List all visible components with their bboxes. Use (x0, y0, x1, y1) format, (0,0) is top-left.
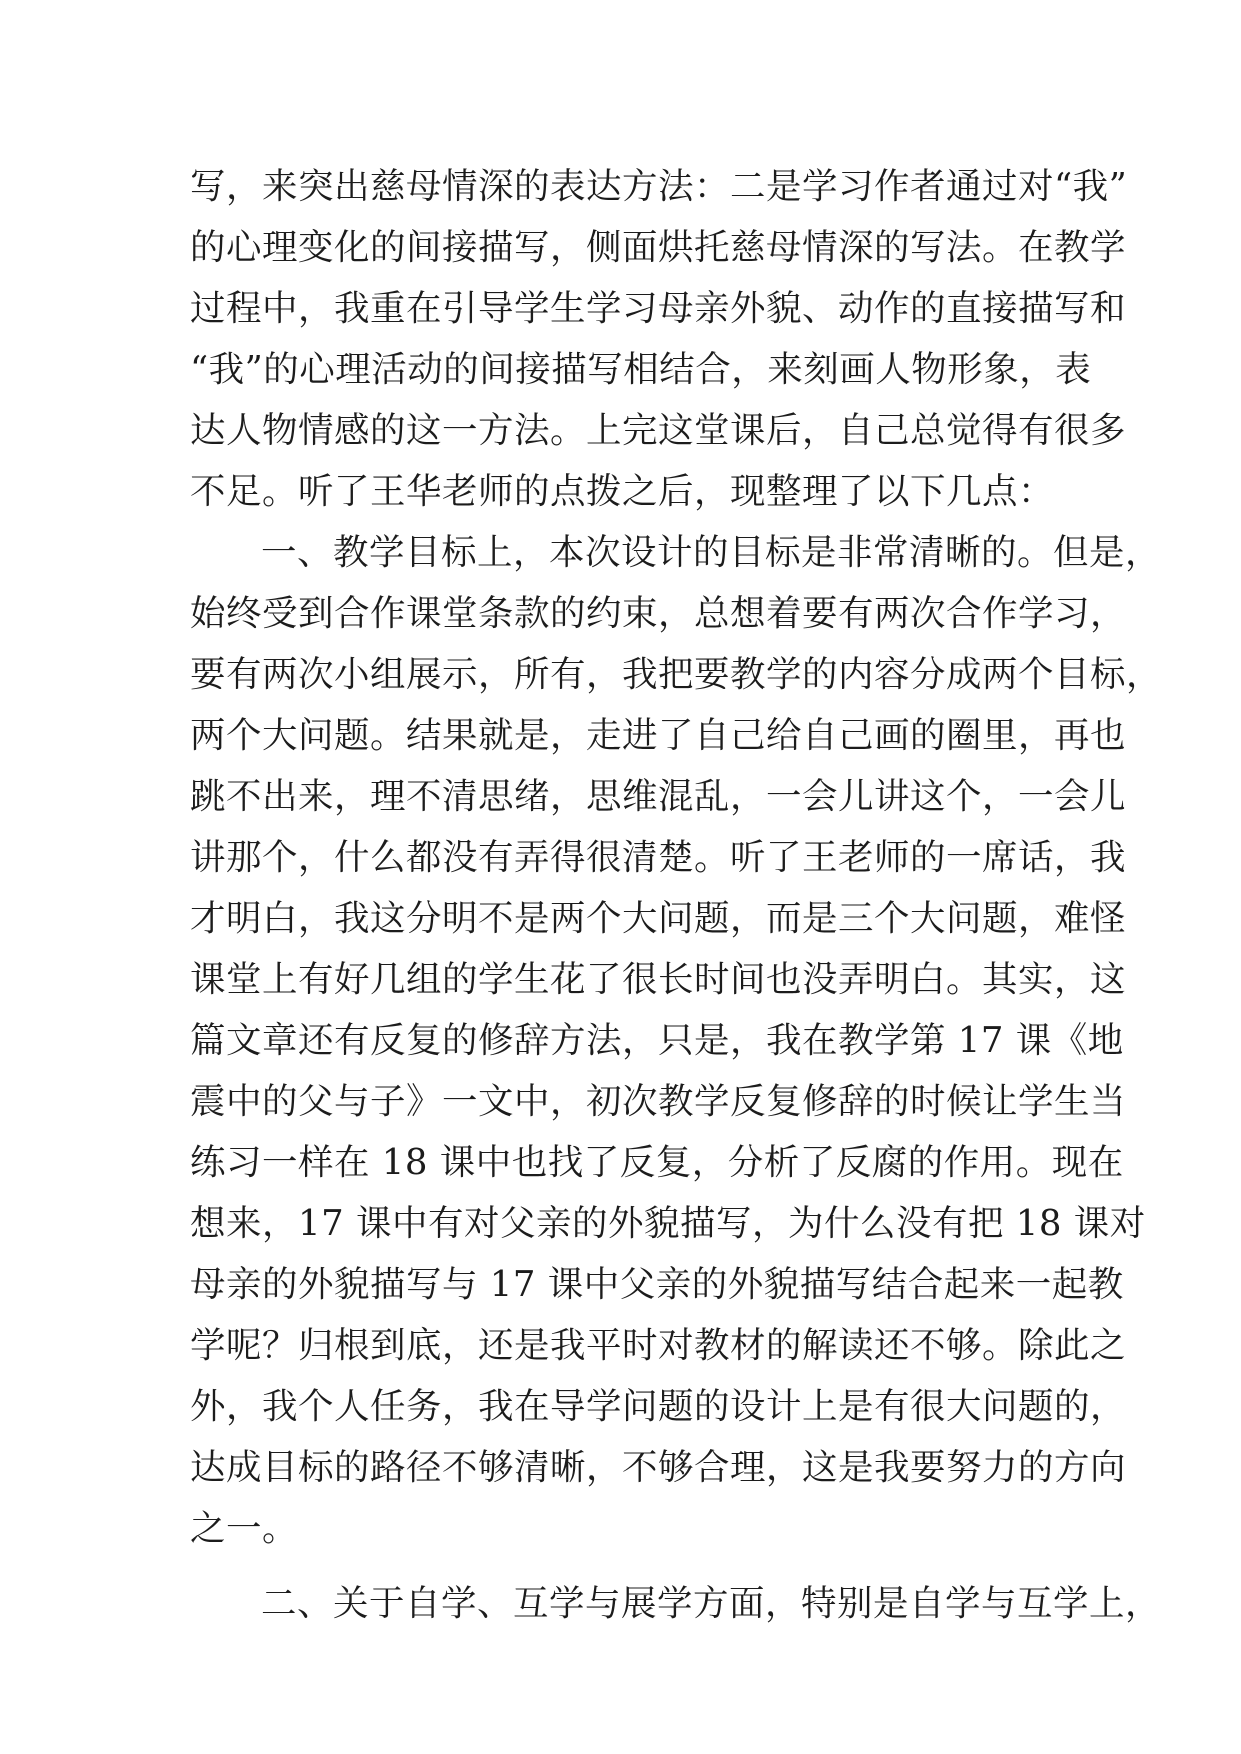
paragraph-spacer (190, 1559, 1052, 1573)
text-line: 跳不出来，理不清思绪，思维混乱，一会儿讲这个，一会儿 (190, 776, 1127, 817)
paragraph (190, 522, 1163, 1559)
text-line: 母亲的外貌描写与 17 课中父亲的外貌描写结合起来一起教 (190, 1264, 1124, 1305)
text-line: 练习一样在 18 课中也找了反复，分析了反腐的作用。现在 (190, 1142, 1124, 1183)
text-line: 写，来突出慈母情深的表达方法：二是学习作者通过对“我” (190, 166, 1128, 207)
paragraph (190, 156, 1128, 522)
text-line: 二、关于自学、互学与展学方面，特别是自学与互学上， (261, 1583, 1162, 1624)
text-line: 过程中，我重在引导学生学习母亲外貌、动作的直接描写和 (190, 288, 1127, 329)
text-line: 两个大问题。结果就是，走进了自己给自己画的圈里，再也 (190, 715, 1127, 756)
text-line: 达成目标的路径不够清晰，不够合理，这是我要努力的方向 (190, 1447, 1127, 1488)
text-line: 课堂上有好几组的学生花了很长时间也没弄明白。其实，这 (190, 959, 1127, 1000)
text-line: 之一。 (190, 1508, 299, 1549)
text-line: 想来，17 课中有对父亲的外貌描写，为什么没有把 18 课对 (190, 1203, 1146, 1244)
text-line: 篇文章还有反复的修辞方法，只是，我在教学第 17 课《地 (190, 1020, 1124, 1061)
paragraph (190, 1573, 1162, 1634)
text-line: 达人物情感的这一方法。上完这堂课后，自己总觉得有很多 (190, 410, 1127, 451)
text-line: 讲那个，什么都没有弄得很清楚。听了王老师的一席话，我 (190, 837, 1127, 878)
text-line: “我”的心理活动的间接描写相结合，来刻画人物形象，表 (190, 349, 1092, 390)
text-line: 不足。听了王华老师的点拨之后，现整理了以下几点： (190, 471, 1055, 512)
text-line: 学呢？归根到底，还是我平时对教材的解读还不够。除此之 (190, 1325, 1127, 1366)
text-line: 才明白，我这分明不是两个大问题，而是三个大问题，难怪 (190, 898, 1127, 939)
text-line: 外，我个人任务，我在导学问题的设计上是有很大问题的， (190, 1386, 1127, 1427)
text-line: 要有两次小组展示，所有，我把要教学的内容分成两个目标， (190, 654, 1163, 695)
document-body (190, 156, 1163, 1634)
text-line: 的心理变化的间接描写，侧面烘托慈母情深的写法。在教学 (190, 227, 1127, 268)
text-line: 震中的父与子》一文中，初次教学反复修辞的时候让学生当 (190, 1081, 1127, 1122)
text-line: 始终受到合作课堂条款的约束，总想着要有两次合作学习， (190, 593, 1127, 634)
text-line: 一、教学目标上，本次设计的目标是非常清晰的。但是， (261, 532, 1162, 573)
